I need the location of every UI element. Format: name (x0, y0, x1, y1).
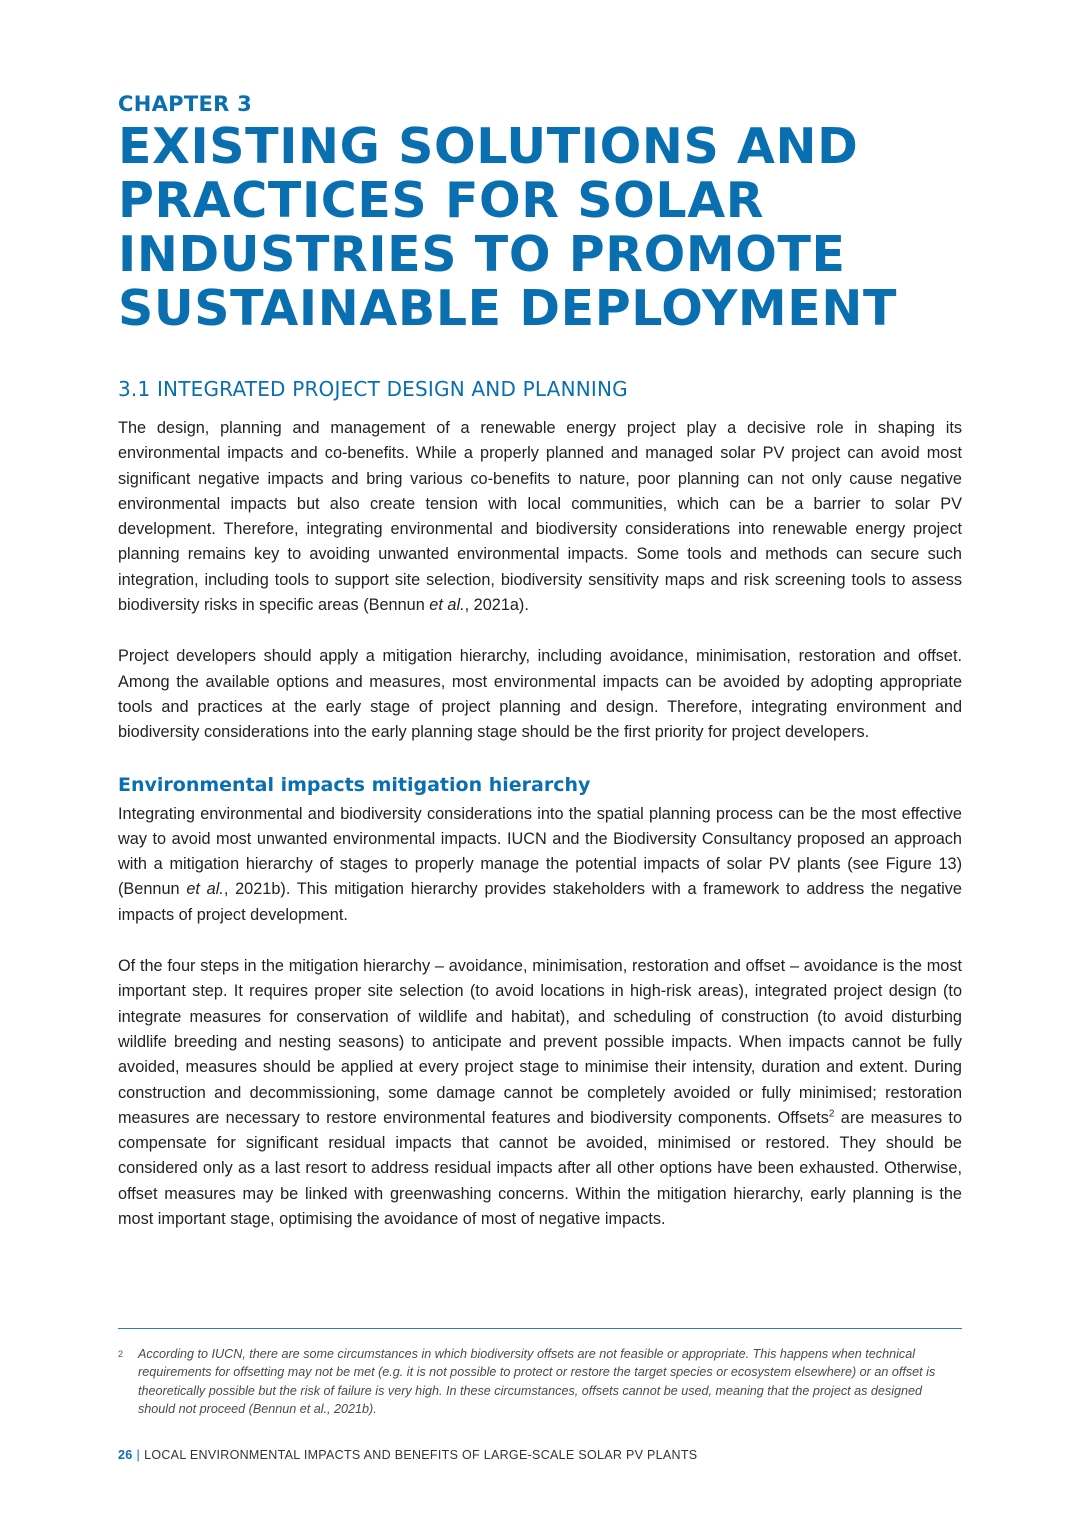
subsection-heading: Environmental impacts mitigation hierarchy (118, 773, 591, 796)
page-footer (118, 1448, 697, 1462)
chapter-title-line: PRACTICES FOR SOLAR (118, 172, 765, 229)
page-number: 26 (118, 1448, 133, 1462)
chapter-title-line: INDUSTRIES TO PROMOTE (118, 226, 846, 283)
footer-separator: | (136, 1448, 141, 1462)
text-run: are measures to compensate for significant residual impacts that cannot be avoided, minimised or restored. They should be considered only as a last resort to address residual impacts after all other options have been exhausted. Otherwise, offset measures may be linked with greenwashing concerns. Within the mitigation hierarchy, early planning is the most important stage, optimising the avoidance of most of negative impacts. (118, 1108, 962, 1229)
text-run: , 2021a). (464, 596, 529, 615)
section-paragraph-2: Project developers should apply a mitigation hierarchy, including avoidance, minimisation, restoration and offset. Among the available options and measures, most environmental impacts can be avoided by adopting appropriate tools and practices at the early stage of project planning and design. Therefore, integrating environment and biodiversity considerations into the early planning stage should be the first priority for project developers. (118, 647, 962, 742)
chapter-title-line: EXISTING SOLUTIONS AND (118, 118, 859, 175)
italic-run: et al. (429, 596, 465, 615)
chapter-label: CHAPTER 3 (118, 92, 253, 116)
footnote-divider (118, 1328, 962, 1329)
chapter-title-line: SUSTAINABLE DEPLOYMENT (118, 280, 897, 337)
italic-run: et al. (186, 880, 224, 899)
text-run: The design, planning and management of a renewable energy project play a decisive role in shaping its environmental impacts and co-benefits. While a properly planned and managed solar PV project can avoid most significant negative impacts and bring various co-benefits to nature, poor planning can not only cause negative environmental impacts but also create tension with local communities, which can be a barrier to solar PV development. Therefore, integrating environmental and biodiversity considerations into renewable energy project planning remains key to avoiding unwanted environmental impacts. Some tools and methods can secure such integration, including tools to support site selection, biodiversity sensitivity maps and risk screening tools to assess biodiversity risks in specific areas (Bennun (118, 419, 962, 615)
section-paragraph-1 (118, 416, 962, 618)
subsection-paragraph-1 (118, 802, 962, 928)
section-heading: 3.1 INTEGRATED PROJECT DESIGN AND PLANNING (118, 377, 628, 401)
footnote-text: According to IUCN, there are some circumstances in which biodiversity offsets are not feasible or appropriate. This happens when technical requirements for offsetting may not be met (e.g. it is not possible to protect or restore the target species or ecosystem elsewhere) or an offset is theoretically possible but the risk of failure is very high. In these circumstances, offsets cannot be used, meaning that the project as designed should not proceed (Bennun et al., 2021b). (138, 1347, 936, 1416)
footnote-reference[interactable]: 2 (828, 1108, 835, 1120)
footnote-number: 2 (118, 1349, 124, 1359)
text-run: , 2021b). This mitigation hierarchy provides stakeholders with a framework to address the negative impacts of project development. (118, 880, 962, 924)
text-run: Of the four steps in the mitigation hierarchy – avoidance, minimisation, restoration and offset – avoidance is the most important step. It requires proper site selection (to avoid locations in high-risk areas), integrated project design (to integrate measures for conservation of wildlife and habitat), and scheduling of construction (to avoid disturbing wildlife breeding and nesting seasons) to anticipate and prevent possible impacts. When impacts cannot be fully avoided, measures should be applied at every project stage to minimise their intensity, duration and extent. During construction and decommissioning, some damage cannot be completely avoided or fully minimised; restoration measures are necessary to restore environmental features and biodiversity components. Offsets (118, 957, 962, 1127)
footer-title: LOCAL ENVIRONMENTAL IMPACTS AND BENEFITS OF LARGE-SCALE SOLAR PV PLANTS (144, 1448, 698, 1462)
page-content (118, 90, 962, 1258)
footnote (118, 1345, 962, 1418)
chapter-title (118, 120, 962, 336)
subsection-paragraph-2 (118, 954, 962, 1232)
text-run: Integrating environmental and biodiversity considerations into the spatial planning process can be the most effective way to avoid most unwanted environmental impacts. IUCN and the Biodiversity Consultancy proposed an approach with a mitigation hierarchy of stages to properly manage the potential impacts of solar PV plants (see Figure 13) (Bennun (118, 804, 962, 899)
